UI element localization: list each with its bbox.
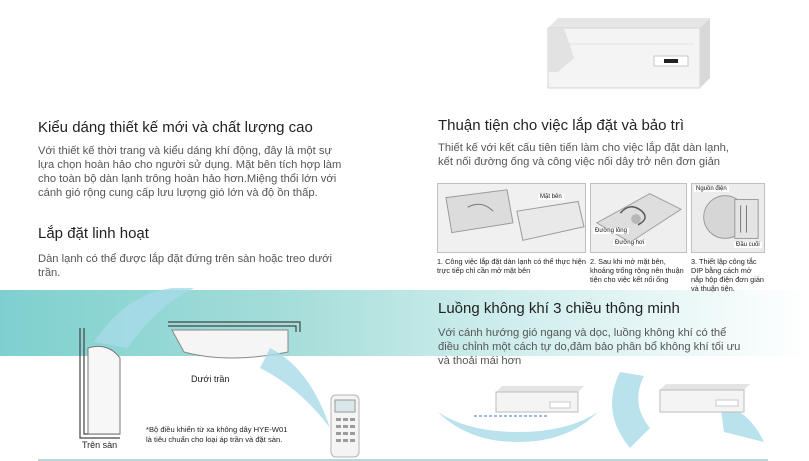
- section-title-airflow: Luồng không khí 3 chiều thông minh: [438, 300, 680, 317]
- caption-line: 3. Thiết lập công tắc: [691, 257, 757, 266]
- section-text-maintenance: [438, 141, 783, 169]
- text-line: Với cánh hướng gió ngang và dọc, luồng không khí có thể: [438, 327, 727, 339]
- note-line: *Bộ điều khiển từ xa không dây HYE-W01: [146, 425, 288, 434]
- text-line: kết nối đường ống và công việc nối dây trở nên đơn giản: [438, 156, 721, 168]
- text-line: và thoải mái hơn: [438, 355, 522, 367]
- airflow-illustration-vertical: [600, 362, 770, 454]
- photo-caption-3: [691, 257, 771, 293]
- photo-caption-2: [590, 257, 690, 284]
- remote-controller-icon: [330, 394, 360, 458]
- text-line: cánh gió rộng cung cấp lưu lượng gió lớn và độ ồn thấp.: [38, 187, 318, 199]
- text-line: Thiết kế với kết cấu tiên tiến làm cho việc lắp đặt dàn lạnh,: [438, 142, 729, 154]
- section-title-installation: Lắp đặt linh hoạt: [38, 225, 149, 242]
- photo-label-side-panel: Mặt bên: [540, 194, 562, 200]
- caption-line: 2. Sau khi mở mặt bên,: [590, 257, 666, 266]
- caption-line: 1. Công việc lắp đặt dàn lạnh có thể thực hiện: [437, 257, 586, 266]
- text-line: điều chỉnh một cách tự do,đảm bảo phân bổ không khí tối ưu: [438, 341, 741, 353]
- install-photo-side-panel: [437, 183, 586, 253]
- installation-diagram: [60, 288, 360, 448]
- photo-label-terminal: Đầu cuối: [736, 242, 760, 248]
- section-text-installation: [38, 252, 378, 280]
- photo-caption-1: [437, 257, 587, 275]
- section-title-maintenance: Thuận tiện cho việc lắp đặt và bảo trì: [438, 117, 684, 134]
- caption-line: tiện cho việc kết nối ống: [590, 275, 669, 284]
- text-line: trần.: [38, 267, 61, 279]
- photo-label-power: Nguồn điện: [696, 186, 727, 192]
- caption-line: trực tiếp chỉ cần mở mặt bên: [437, 266, 531, 275]
- caption-line: và thuận tiện.: [691, 284, 735, 293]
- remote-note: [146, 425, 326, 445]
- air-flow-ceiling: [260, 348, 330, 428]
- airflow-illustration-horizontal: [438, 372, 598, 452]
- text-line: Dàn lạnh có thể được lắp đặt đứng trên sàn hoặc treo dưới: [38, 253, 333, 265]
- ceiling-ac-unit-illustration: [540, 14, 720, 96]
- caption-line: khoảng trống rộng nên thuận: [590, 266, 684, 275]
- note-line: là tiêu chuẩn cho loại áp trần và đặt sàn.: [146, 435, 283, 444]
- install-photo-electrical: [691, 183, 765, 253]
- text-line: cho toàn bộ dàn lạnh trông hoàn hảo hơn.Miệng thổi lớn với: [38, 173, 337, 185]
- photo-label-liquid-line: Đường lỏng: [595, 228, 627, 234]
- label-floor: Trên sàn: [82, 440, 118, 450]
- section-text-design: [38, 144, 378, 200]
- text-line: lựa chọn hoàn hảo cho người sử dụng. Mặt bên tích hợp làm: [38, 159, 342, 171]
- caption-line: DIP bằng cách mở: [691, 266, 752, 275]
- caption-line: nắp hộp điện đơn giản: [691, 275, 764, 284]
- section-title-design: Kiểu dáng thiết kế mới và chất lượng cao: [38, 119, 313, 136]
- install-photo-pipes: [590, 183, 687, 253]
- photo-label-gas-line: Đường hơi: [615, 240, 645, 246]
- text-line: Với thiết kế thời trang và kiểu dáng khí động, đây là một sự: [38, 145, 332, 157]
- label-ceiling: Dưới trần: [191, 374, 230, 384]
